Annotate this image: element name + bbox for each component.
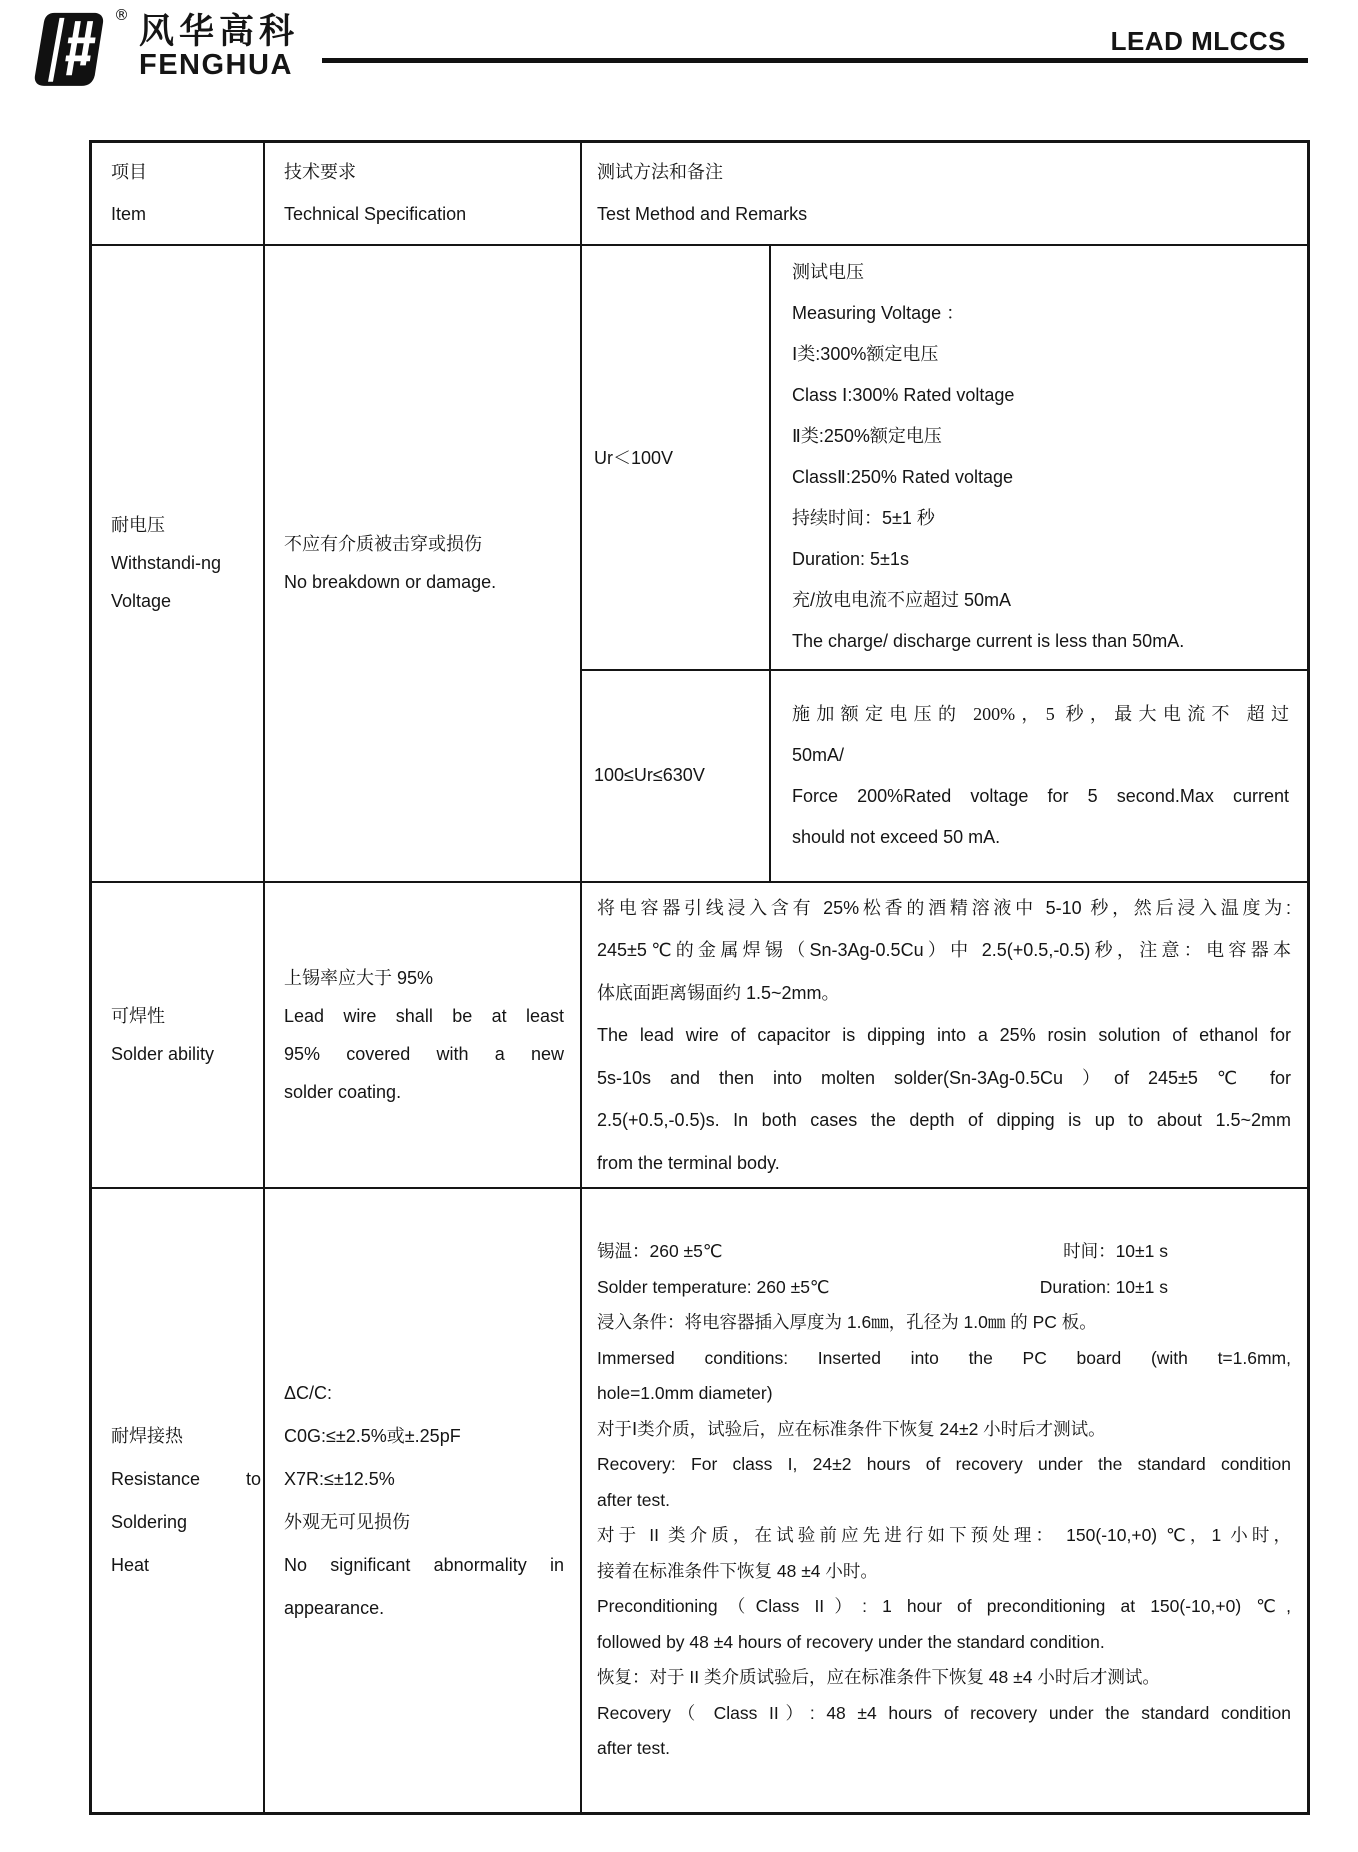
method-line: 浸入条件：将电容器插入厚度为 1.6㎜，孔径为 1.0㎜ 的 PC 板。 [597, 1312, 1097, 1333]
method-line: Recovery（ Class II）: 48 ±4 hours of recovery under the standard condition [597, 1702, 1291, 1723]
table-row-solder-ability [92, 883, 1307, 1189]
method-line: 恢复：对于 II 类介质试验后，应在标准条件下恢复 48 ±4 小时后才测试。 [597, 1667, 1160, 1688]
page-header [0, 0, 1358, 120]
item-line: 耐焊接热 [111, 1425, 183, 1446]
method-line: 245±5℃的金属焊锡（Sn-3Ag-0.5Cu）中 2.5(+0.5,-0.5)秒，注意：电容器本 [597, 940, 1291, 961]
page-title: LEAD MLCCS [1110, 26, 1286, 56]
method-cell-soldering-heat [582, 1189, 1307, 1812]
header-method-zh: 测试方法和备注 [597, 162, 723, 183]
item-line: Heat [111, 1554, 150, 1575]
table-row-soldering-heat [92, 1189, 1307, 1812]
item-line: Voltage [111, 591, 172, 612]
method-line: hole=1.0mm diameter) [597, 1383, 773, 1404]
method-line: Preconditioning（Class II）: 1 hour of preconditioning at 150(-10,+0) ℃, [597, 1596, 1291, 1617]
header-spec-en: Technical Specification [284, 204, 467, 225]
method-line: after test. [597, 1738, 670, 1759]
method-line: after test. [597, 1489, 670, 1510]
spec-line: Lead wire shall be at least [284, 1006, 564, 1027]
fenghua-logo-icon [30, 8, 112, 90]
table-row-withstanding-voltage [92, 246, 1307, 884]
spec-line: 上锡率应大于 95% [284, 968, 434, 989]
spec-cell-withstanding-voltage [265, 246, 582, 882]
item-cell-withstanding-voltage [92, 246, 265, 882]
method-line: Ⅰ类:300%额定电压 [792, 344, 939, 365]
item-cell-soldering-heat [92, 1189, 265, 1812]
method-line: The charge/ discharge current is less than 50mA. [792, 631, 1185, 652]
spec-line: 外观无可见损伤 [284, 1511, 410, 1532]
spec-table [89, 140, 1310, 1815]
spec-line: ΔC/C: [284, 1382, 333, 1403]
spec-line: C0G:≤±2.5%或±.25pF [284, 1425, 461, 1446]
method-line: 5s-10s and then into molten solder(Sn-3Ag-0.5Cu ）of 245±5 ℃ for [597, 1067, 1291, 1088]
voltage-range-text: 100≤Ur≤630V [594, 765, 705, 786]
method-line: from the terminal body. [597, 1152, 780, 1173]
method-text-high-voltage [771, 671, 1307, 882]
brand-text [139, 8, 299, 80]
header-cell-spec [265, 143, 582, 244]
item-cell-solder-ability [92, 883, 265, 1187]
brand-logo [30, 8, 299, 90]
method-line: 2.5(+0.5,-0.5)s. In both cases the depth of dipping is up to about 1.5~2mm [597, 1110, 1291, 1131]
brand-name-english: FENGHUA [139, 49, 293, 81]
voltage-range-text: Ur＜100V [594, 448, 674, 469]
method-subrow-low-voltage [582, 246, 1307, 671]
method-line: Measuring Voltage ： [792, 303, 965, 324]
method-line-solder-temp-zh [597, 1234, 1293, 1270]
item-line: Withstandi-ng [111, 553, 222, 574]
spec-cell-solder-ability [265, 883, 582, 1187]
method-line: ClassⅡ:250% Rated voltage [792, 467, 1013, 488]
spec-line: No breakdown or damage. [284, 572, 497, 593]
header-cell-method [582, 143, 1307, 244]
header-divider-line [322, 58, 1308, 63]
method-line: 持续时间：5±1 秒 [792, 508, 935, 529]
spec-line: No significant abnormality in [284, 1554, 564, 1575]
method-line: should not exceed 50 mA. [792, 826, 1001, 847]
solder-temp-zh: 锡温：260 ±5℃ [597, 1241, 723, 1262]
method-line: 对于Ⅰ类介质，试验后，应在标准条件下恢复 24±2 小时后才测试。 [597, 1418, 1106, 1439]
method-line: 测试电压 [792, 262, 864, 283]
voltage-range-label-high [582, 671, 771, 882]
method-line: 充/放电电流不应超过 50mA [792, 590, 1012, 611]
spec-cell-soldering-heat [265, 1189, 582, 1812]
brand-name-chinese: 风华高科 [139, 12, 300, 51]
method-line-solder-temp-en [597, 1270, 1293, 1306]
item-line: 可焊性 [111, 1006, 165, 1027]
method-line: Class Ⅰ:300% Rated voltage [792, 385, 1015, 406]
method-line: 对于 II 类介质，在试验前应先进行如下预处理： 150(-10,+0) ℃，1 小时， [597, 1525, 1291, 1546]
item-line: Solder ability [111, 1044, 215, 1065]
registered-trademark-symbol: ® [114, 6, 129, 24]
method-cell-withstanding-voltage [582, 246, 1307, 882]
item-line: 耐电压 [111, 515, 165, 536]
method-line: Force 200%Rated voltage for 5 second.Max current [792, 785, 1289, 806]
duration-en: Duration: 10±1 s [1039, 1276, 1168, 1297]
spec-line: 不应有介质被击穿或损伤 [284, 534, 482, 555]
method-line: The lead wire of capacitor is dipping into a 25% rosin solution of ethanol for [597, 1025, 1291, 1046]
method-subrow-high-voltage [582, 671, 1307, 882]
spec-line: appearance. [284, 1597, 385, 1618]
method-line: Ⅱ类:250%额定电压 [792, 426, 942, 447]
table-header-row [92, 143, 1307, 246]
solder-temp-en: Solder temperature: 260 ±5℃ [597, 1276, 830, 1297]
method-line: 将电容器引线浸入含有 25%松香的酒精溶液中 5-10 秒，然后浸入温度为: [597, 897, 1291, 918]
spec-line: 95% covered with a new [284, 1044, 564, 1065]
header-cell-item [92, 143, 265, 244]
header-item-zh: 项目 [111, 162, 147, 183]
header-item-en: Item [111, 204, 147, 225]
method-line: Duration: 5±1s [792, 549, 909, 570]
method-line: 体底面距离锡面约 1.5~2mm。 [597, 982, 840, 1003]
header-spec-zh: 技术要求 [284, 162, 356, 183]
item-line: Soldering [111, 1511, 188, 1532]
method-line: 施加额定电压的 200%，5 秒，最大电流不 超过 [792, 703, 1289, 724]
method-line: followed by 48 ±4 hours of recovery under the standard condition. [597, 1631, 1105, 1652]
spec-line: solder coating. [284, 1082, 402, 1103]
method-text-low-voltage [771, 246, 1307, 669]
method-line: 接着在标准条件下恢复 48 ±4 小时。 [597, 1560, 878, 1581]
spec-line: X7R:≤±12.5% [284, 1468, 395, 1489]
header-method-en: Test Method and Remarks [597, 204, 808, 225]
method-line: Immersed conditions: Inserted into the PC board (with t=1.6mm, [597, 1347, 1291, 1368]
item-line: Resistance to [111, 1468, 261, 1489]
duration-zh: 时间：10±1 s [1063, 1241, 1168, 1262]
method-cell-solder-ability [582, 883, 1307, 1187]
voltage-range-label-low [582, 246, 771, 669]
method-line: 50mA/ [792, 744, 845, 765]
method-line: Recovery: For class I, 24±2 hours of recovery under the standard condition [597, 1454, 1291, 1475]
